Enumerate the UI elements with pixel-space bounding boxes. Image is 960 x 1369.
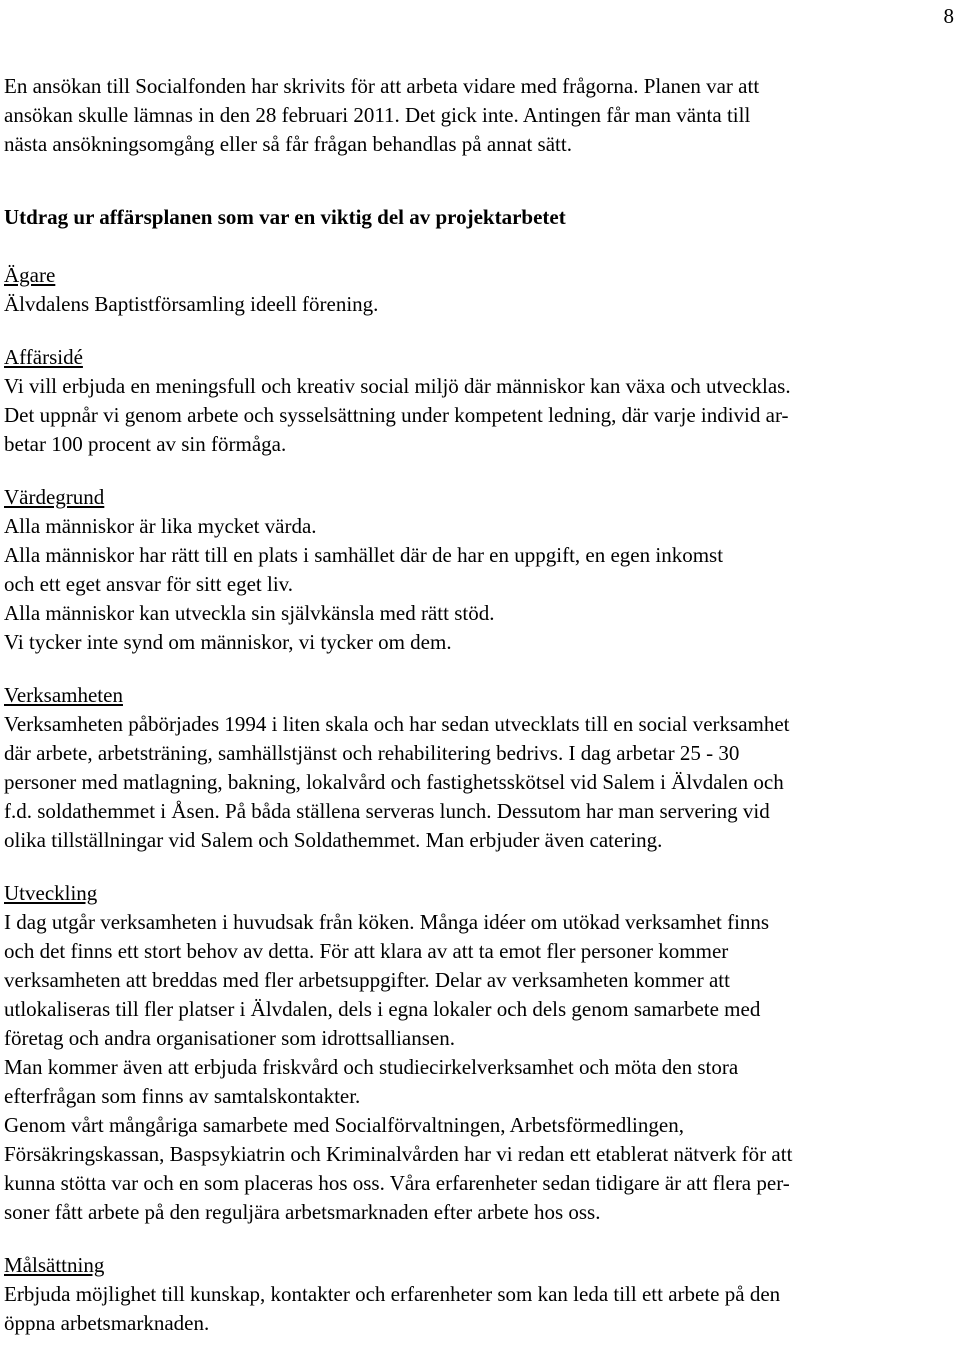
spacer (4, 232, 954, 261)
section-body-vardegrund: Alla människor är lika mycket värda. Alla människor har rätt till en plats i samhället där de har en uppgift, en egen inkomst och ett eget ansvar för sitt eget liv. Alla människor kan utveckla sin självkänsla med rätt stöd. Vi tycker inte synd om människor, vi tycker om dem. (4, 514, 724, 654)
page-number: 8 (943, 4, 954, 28)
document-body (4, 72, 954, 1338)
section-title-agare: Ägare (4, 263, 56, 287)
section-title-affarside: Affärsidé (4, 345, 83, 369)
section-body-utveckling: I dag utgår verksamheten i huvudsak från köken. Många idéer om utökad verksamhet finns och det finns ett stort behov av detta. För att klara av att ta emot fler personer kommer verksamheten att breddas med fler arbetsuppgifter. Delar av verksamheten kommer att utlokaliseras till fler platser i Älvdalen, dels i egna lokaler och dels genom samarbete med företag och andra organisationer som idrottsalliansen. Man kommer även att erbjuda friskvård och studiecirkelverksamhet och möta den stora efterfrågan som finns av samtalskontakter. Genom vårt mångåriga samarbete med Socialförvaltningen, Arbetsförmedlingen, Försäkringskassan, Baspsykiatrin och Kriminalvården har vi redan ett etablerat nätverk för att kunna stötta var och en som placeras hos oss. Våra erfarenheter sedan tidigare är att flera per- soner fått arbete på den reguljära arbetsmarknaden efter arbete hos oss. (4, 910, 793, 1224)
section-agare (4, 261, 954, 319)
section-body-malsattning: Erbjuda möjlighet till kunskap, kontakter och erfarenheter som kan leda till ett arbete på den öppna arbetsmarknaden. (4, 1282, 781, 1335)
section-title-verksamheten: Verksamheten (4, 683, 123, 707)
spacer (4, 159, 954, 203)
section-heading: Utdrag ur affärsplanen som var en viktig del av projektarbetet (4, 205, 566, 229)
spacer (4, 657, 954, 681)
spacer (4, 1227, 954, 1251)
intro-paragraph: En ansökan till Socialfonden har skrivits för att arbeta vidare med frågorna. Planen var att ansökan skulle lämnas in den 28 februari 2011. Det gick inte. Antingen får man vänta till nästa ansökningsomgång eller så får frågan behandlas på annat sätt. (4, 74, 760, 156)
section-title-malsattning: Målsättning (4, 1253, 105, 1277)
spacer (4, 459, 954, 483)
section-verksamheten (4, 681, 954, 855)
section-body-affarside: Vi vill erbjuda en meningsfull och kreativ social miljö där människor kan växa och utvecklas. Det uppnår vi genom arbete och sysselsättning under kompetent ledning, där varje individ ar- betar 100 procent av sin förmåga. (4, 374, 791, 456)
section-body-verksamheten: Verksamheten påbörjades 1994 i liten skala och har sedan utvecklats till en social verksamhet där arbete, arbetsträning, samhällstjänst och rehabilitering bedrivs. I dag arbetar 25 - 30 personer med matlagning, bakning, lokalvård och fastighetsskötsel vid Salem i Älvdalen och f.d. soldathemmet i Åsen. På båda ställena serveras lunch. Dessutom har man servering vid olika tillställningar vid Salem och Soldathemmet. Man erbjuder även catering. (4, 712, 790, 852)
section-body-agare: Älvdalens Baptistförsamling ideell förening. (4, 292, 379, 316)
spacer (4, 855, 954, 879)
section-vardegrund (4, 483, 954, 657)
section-malsattning (4, 1251, 954, 1338)
section-title-vardegrund: Värdegrund (4, 485, 105, 509)
section-affarside (4, 343, 954, 459)
section-title-utveckling: Utveckling (4, 881, 98, 905)
section-utveckling (4, 879, 954, 1227)
spacer (4, 319, 954, 343)
